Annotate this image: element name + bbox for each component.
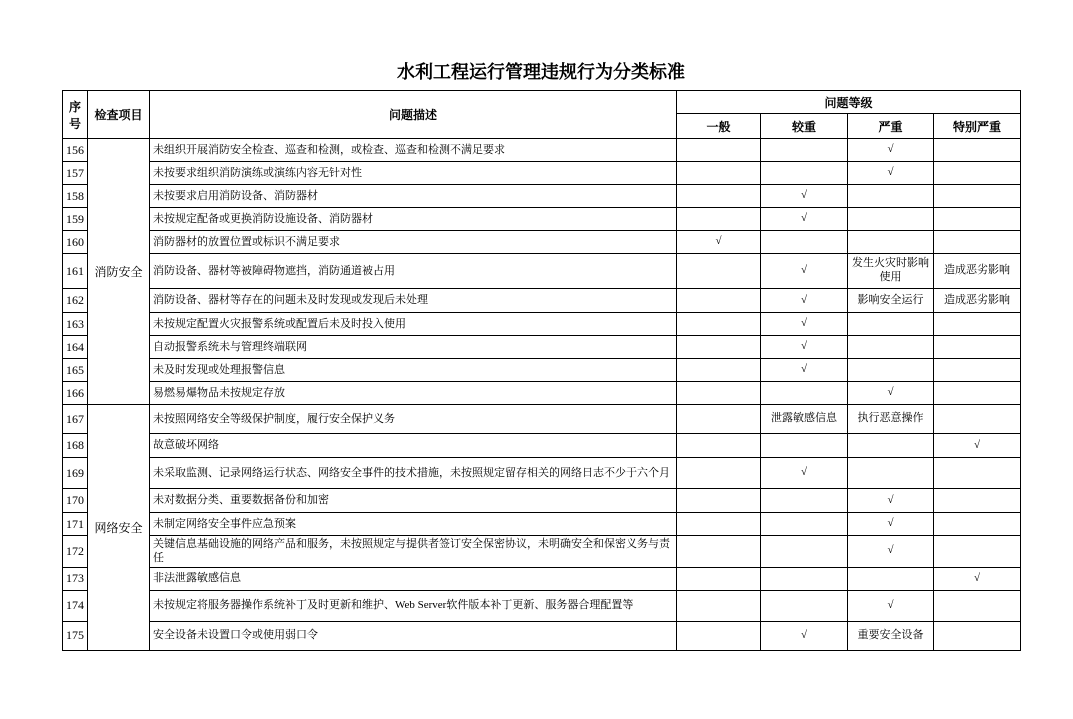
level-cell-general xyxy=(677,489,761,513)
level-cell-critical xyxy=(934,405,1021,434)
level-cell-moderate: √ xyxy=(761,208,848,231)
level-cell-critical xyxy=(934,185,1021,208)
level-cell-severe xyxy=(848,359,934,382)
problem-description: 未及时发现或处理报警信息 xyxy=(150,359,677,382)
header-level-group: 问题等级 xyxy=(677,91,1021,114)
table-row xyxy=(63,162,1021,185)
table-row xyxy=(63,382,1021,405)
level-cell-critical xyxy=(934,208,1021,231)
row-number: 175 xyxy=(63,621,88,650)
row-number: 173 xyxy=(63,567,88,590)
level-cell-general xyxy=(677,254,761,289)
table-row xyxy=(63,536,1021,568)
row-number: 156 xyxy=(63,139,88,162)
level-cell-general xyxy=(677,405,761,434)
problem-description: 未采取监测、记录网络运行状态、网络安全事件的技术措施，未按照规定留存相关的网络日志不少于六个月 xyxy=(150,458,677,489)
row-number: 167 xyxy=(63,405,88,434)
level-cell-moderate: √ xyxy=(761,458,848,489)
table-row xyxy=(63,208,1021,231)
header-level-general: 一般 xyxy=(677,114,761,139)
level-cell-severe xyxy=(848,208,934,231)
level-cell-critical xyxy=(934,231,1021,254)
level-cell-severe: √ xyxy=(848,513,934,536)
row-number: 171 xyxy=(63,513,88,536)
problem-description: 消防设备、器材等存在的问题未及时发现或发现后未处理 xyxy=(150,289,677,313)
table-row xyxy=(63,231,1021,254)
level-cell-general: √ xyxy=(677,231,761,254)
level-cell-critical: √ xyxy=(934,567,1021,590)
level-cell-severe: √ xyxy=(848,536,934,568)
table-row xyxy=(63,254,1021,289)
table-row xyxy=(63,513,1021,536)
level-cell-severe: 重要安全设备 xyxy=(848,621,934,650)
level-cell-critical xyxy=(934,536,1021,568)
header-level-moderate: 较重 xyxy=(761,114,848,139)
row-number: 174 xyxy=(63,590,88,621)
row-number: 169 xyxy=(63,458,88,489)
level-cell-moderate xyxy=(761,489,848,513)
level-cell-severe: √ xyxy=(848,382,934,405)
level-cell-severe xyxy=(848,231,934,254)
level-cell-moderate: √ xyxy=(761,621,848,650)
level-cell-critical xyxy=(934,336,1021,359)
problem-description: 未按要求启用消防设备、消防器材 xyxy=(150,185,677,208)
problem-description: 未按照网络安全等级保护制度，履行安全保护义务 xyxy=(150,405,677,434)
level-cell-severe: 执行恶意操作 xyxy=(848,405,934,434)
level-cell-general xyxy=(677,382,761,405)
level-cell-moderate xyxy=(761,434,848,458)
table-row xyxy=(63,458,1021,489)
level-cell-severe xyxy=(848,567,934,590)
row-number: 162 xyxy=(63,289,88,313)
problem-description: 未组织开展消防安全检查、巡查和检测，或检查、巡查和检测不满足要求 xyxy=(150,139,677,162)
category-cell: 网络安全 xyxy=(88,405,150,651)
row-number: 160 xyxy=(63,231,88,254)
level-cell-general xyxy=(677,590,761,621)
level-cell-severe xyxy=(848,434,934,458)
level-cell-moderate: √ xyxy=(761,359,848,382)
problem-description: 未对数据分类、重要数据备份和加密 xyxy=(150,489,677,513)
header-level-severe: 严重 xyxy=(848,114,934,139)
category-cell: 消防安全 xyxy=(88,139,150,405)
table-row xyxy=(63,434,1021,458)
table-row xyxy=(63,489,1021,513)
level-cell-moderate: 泄露敏感信息 xyxy=(761,405,848,434)
level-cell-general xyxy=(677,458,761,489)
row-number: 166 xyxy=(63,382,88,405)
problem-description: 自动报警系统未与管理终端联网 xyxy=(150,336,677,359)
level-cell-moderate xyxy=(761,513,848,536)
level-cell-moderate: √ xyxy=(761,336,848,359)
header-col-item: 检查项目 xyxy=(88,91,150,139)
header-col-description: 问题描述 xyxy=(150,91,677,139)
level-cell-moderate xyxy=(761,567,848,590)
level-cell-critical xyxy=(934,513,1021,536)
level-cell-severe xyxy=(848,185,934,208)
level-cell-severe: √ xyxy=(848,162,934,185)
table-row xyxy=(63,405,1021,434)
level-cell-critical: 造成恶劣影响 xyxy=(934,289,1021,313)
level-cell-general xyxy=(677,289,761,313)
classification-table xyxy=(62,90,1021,651)
problem-description: 非法泄露敏感信息 xyxy=(150,567,677,590)
level-cell-general xyxy=(677,359,761,382)
level-cell-general xyxy=(677,162,761,185)
table-header-row-top xyxy=(63,91,1021,114)
level-cell-moderate xyxy=(761,162,848,185)
level-cell-critical xyxy=(934,359,1021,382)
level-cell-critical xyxy=(934,313,1021,336)
level-cell-general xyxy=(677,513,761,536)
level-cell-moderate: √ xyxy=(761,289,848,313)
row-number: 165 xyxy=(63,359,88,382)
level-cell-critical xyxy=(934,162,1021,185)
level-cell-critical xyxy=(934,590,1021,621)
level-cell-general xyxy=(677,567,761,590)
problem-description: 未按要求组织消防演练或演练内容无针对性 xyxy=(150,162,677,185)
level-cell-moderate xyxy=(761,139,848,162)
header-level-critical: 特别严重 xyxy=(934,114,1021,139)
problem-description: 未按规定配备或更换消防设施设备、消防器材 xyxy=(150,208,677,231)
problem-description: 安全设备未设置口令或使用弱口令 xyxy=(150,621,677,650)
header-col-index: 序号 xyxy=(63,91,88,139)
level-cell-severe xyxy=(848,458,934,489)
problem-description: 关键信息基础设施的网络产品和服务，未按照规定与提供者签订安全保密协议，未明确安全和保密义务与责任 xyxy=(150,536,677,568)
level-cell-moderate xyxy=(761,382,848,405)
level-cell-severe: √ xyxy=(848,590,934,621)
level-cell-critical: √ xyxy=(934,434,1021,458)
level-cell-general xyxy=(677,208,761,231)
level-cell-severe xyxy=(848,313,934,336)
row-number: 170 xyxy=(63,489,88,513)
level-cell-critical xyxy=(934,621,1021,650)
problem-description: 未按规定配置火灾报警系统或配置后未及时投入使用 xyxy=(150,313,677,336)
level-cell-moderate xyxy=(761,590,848,621)
level-cell-moderate xyxy=(761,536,848,568)
level-cell-general xyxy=(677,536,761,568)
level-cell-moderate xyxy=(761,231,848,254)
table-row xyxy=(63,567,1021,590)
table-row xyxy=(63,313,1021,336)
row-number: 172 xyxy=(63,536,88,568)
level-cell-severe xyxy=(848,336,934,359)
level-cell-general xyxy=(677,313,761,336)
level-cell-critical: 造成恶劣影响 xyxy=(934,254,1021,289)
level-cell-critical xyxy=(934,139,1021,162)
problem-description: 未按规定将服务器操作系统补丁及时更新和维护、Web Server软件版本补丁更新、服务器合理配置等 xyxy=(150,590,677,621)
level-cell-severe: 影响安全运行 xyxy=(848,289,934,313)
level-cell-critical xyxy=(934,382,1021,405)
table-row xyxy=(63,590,1021,621)
table-row xyxy=(63,289,1021,313)
level-cell-severe: √ xyxy=(848,489,934,513)
row-number: 158 xyxy=(63,185,88,208)
problem-description: 易燃易爆物品未按规定存放 xyxy=(150,382,677,405)
row-number: 163 xyxy=(63,313,88,336)
row-number: 161 xyxy=(63,254,88,289)
level-cell-severe: 发生火灾时影响使用 xyxy=(848,254,934,289)
problem-description: 消防设备、器材等被障碍物遮挡，消防通道被占用 xyxy=(150,254,677,289)
level-cell-general xyxy=(677,185,761,208)
table-row xyxy=(63,185,1021,208)
row-number: 159 xyxy=(63,208,88,231)
level-cell-general xyxy=(677,336,761,359)
level-cell-general xyxy=(677,621,761,650)
table-row xyxy=(63,336,1021,359)
row-number: 168 xyxy=(63,434,88,458)
table-row xyxy=(63,359,1021,382)
page-title: 水利工程运行管理违规行为分类标准 xyxy=(397,62,685,82)
problem-description: 消防器材的放置位置或标识不满足要求 xyxy=(150,231,677,254)
table-row xyxy=(63,139,1021,162)
level-cell-general xyxy=(677,139,761,162)
level-cell-moderate: √ xyxy=(761,313,848,336)
level-cell-critical xyxy=(934,458,1021,489)
level-cell-moderate: √ xyxy=(761,185,848,208)
problem-description: 未制定网络安全事件应急预案 xyxy=(150,513,677,536)
level-cell-general xyxy=(677,434,761,458)
level-cell-critical xyxy=(934,489,1021,513)
row-number: 164 xyxy=(63,336,88,359)
table-row xyxy=(63,621,1021,650)
level-cell-moderate: √ xyxy=(761,254,848,289)
row-number: 157 xyxy=(63,162,88,185)
level-cell-severe: √ xyxy=(848,139,934,162)
problem-description: 故意破坏网络 xyxy=(150,434,677,458)
